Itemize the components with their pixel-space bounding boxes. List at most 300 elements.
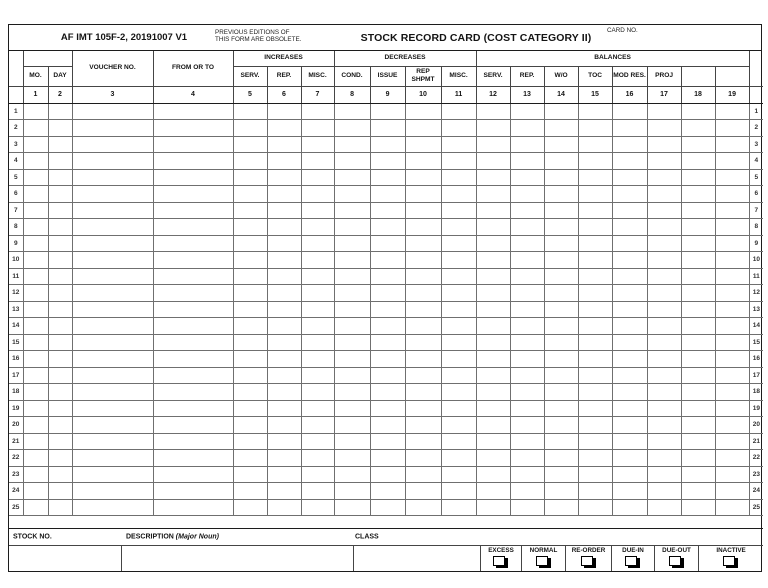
data-cell[interactable] <box>681 285 715 302</box>
data-cell[interactable] <box>267 120 301 137</box>
data-cell[interactable] <box>301 450 334 467</box>
data-cell[interactable] <box>510 318 544 335</box>
data-cell[interactable] <box>476 219 510 236</box>
data-cell[interactable] <box>647 219 681 236</box>
data-cell[interactable] <box>612 384 647 401</box>
data-cell[interactable] <box>578 186 612 203</box>
data-cell[interactable] <box>48 219 72 236</box>
data-cell[interactable] <box>612 136 647 153</box>
data-cell[interactable] <box>578 450 612 467</box>
data-cell[interactable] <box>405 235 441 252</box>
data-cell[interactable] <box>578 483 612 500</box>
data-cell[interactable] <box>612 120 647 137</box>
due-out-checkbox-icon[interactable] <box>669 556 681 566</box>
data-cell[interactable] <box>301 318 334 335</box>
data-cell[interactable] <box>681 169 715 186</box>
data-cell[interactable] <box>153 400 233 417</box>
data-cell[interactable] <box>48 351 72 368</box>
data-cell[interactable] <box>370 417 405 434</box>
data-cell[interactable] <box>441 219 476 236</box>
data-cell[interactable] <box>23 235 48 252</box>
data-cell[interactable] <box>681 351 715 368</box>
data-cell[interactable] <box>681 499 715 516</box>
data-cell[interactable] <box>370 120 405 137</box>
data-cell[interactable] <box>334 351 370 368</box>
data-cell[interactable] <box>715 483 749 500</box>
data-cell[interactable] <box>48 103 72 120</box>
data-cell[interactable] <box>301 417 334 434</box>
data-cell[interactable] <box>405 301 441 318</box>
data-cell[interactable] <box>715 367 749 384</box>
data-cell[interactable] <box>48 285 72 302</box>
data-cell[interactable] <box>578 384 612 401</box>
data-cell[interactable] <box>578 202 612 219</box>
data-cell[interactable] <box>544 186 578 203</box>
data-cell[interactable] <box>48 318 72 335</box>
data-cell[interactable] <box>233 103 267 120</box>
data-cell[interactable] <box>476 433 510 450</box>
data-cell[interactable] <box>301 499 334 516</box>
data-cell[interactable] <box>153 252 233 269</box>
data-cell[interactable] <box>233 483 267 500</box>
data-cell[interactable] <box>370 483 405 500</box>
data-cell[interactable] <box>48 301 72 318</box>
data-cell[interactable] <box>153 103 233 120</box>
data-cell[interactable] <box>647 169 681 186</box>
data-cell[interactable] <box>23 153 48 170</box>
data-cell[interactable] <box>334 153 370 170</box>
data-cell[interactable] <box>441 153 476 170</box>
data-cell[interactable] <box>301 351 334 368</box>
data-cell[interactable] <box>612 433 647 450</box>
data-cell[interactable] <box>233 433 267 450</box>
data-cell[interactable] <box>647 301 681 318</box>
data-cell[interactable] <box>647 153 681 170</box>
data-cell[interactable] <box>544 202 578 219</box>
data-cell[interactable] <box>405 351 441 368</box>
data-cell[interactable] <box>441 351 476 368</box>
data-cell[interactable] <box>544 318 578 335</box>
data-cell[interactable] <box>233 367 267 384</box>
data-cell[interactable] <box>405 136 441 153</box>
data-cell[interactable] <box>441 466 476 483</box>
data-cell[interactable] <box>334 400 370 417</box>
data-cell[interactable] <box>510 301 544 318</box>
data-cell[interactable] <box>544 499 578 516</box>
data-cell[interactable] <box>510 136 544 153</box>
data-cell[interactable] <box>476 120 510 137</box>
data-cell[interactable] <box>405 153 441 170</box>
data-cell[interactable] <box>612 235 647 252</box>
data-cell[interactable] <box>72 235 153 252</box>
data-cell[interactable] <box>334 334 370 351</box>
data-cell[interactable] <box>476 334 510 351</box>
data-cell[interactable] <box>681 252 715 269</box>
data-cell[interactable] <box>544 384 578 401</box>
data-cell[interactable] <box>301 120 334 137</box>
data-cell[interactable] <box>681 301 715 318</box>
data-cell[interactable] <box>441 301 476 318</box>
data-cell[interactable] <box>72 285 153 302</box>
data-cell[interactable] <box>23 367 48 384</box>
data-cell[interactable] <box>441 103 476 120</box>
data-cell[interactable] <box>476 235 510 252</box>
data-cell[interactable] <box>72 367 153 384</box>
data-cell[interactable] <box>544 268 578 285</box>
data-cell[interactable] <box>647 384 681 401</box>
data-cell[interactable] <box>510 169 544 186</box>
data-cell[interactable] <box>441 318 476 335</box>
data-cell[interactable] <box>647 499 681 516</box>
data-cell[interactable] <box>544 450 578 467</box>
data-cell[interactable] <box>715 120 749 137</box>
data-cell[interactable] <box>267 136 301 153</box>
data-cell[interactable] <box>233 450 267 467</box>
data-cell[interactable] <box>72 384 153 401</box>
data-cell[interactable] <box>267 268 301 285</box>
data-cell[interactable] <box>681 186 715 203</box>
data-cell[interactable] <box>647 400 681 417</box>
data-cell[interactable] <box>510 400 544 417</box>
data-cell[interactable] <box>233 351 267 368</box>
data-cell[interactable] <box>48 384 72 401</box>
data-cell[interactable] <box>334 318 370 335</box>
data-cell[interactable] <box>544 136 578 153</box>
data-cell[interactable] <box>715 433 749 450</box>
data-cell[interactable] <box>544 483 578 500</box>
data-cell[interactable] <box>301 202 334 219</box>
data-cell[interactable] <box>578 219 612 236</box>
data-cell[interactable] <box>612 466 647 483</box>
data-cell[interactable] <box>441 367 476 384</box>
data-cell[interactable] <box>510 499 544 516</box>
data-cell[interactable] <box>370 153 405 170</box>
data-cell[interactable] <box>23 285 48 302</box>
data-cell[interactable] <box>153 285 233 302</box>
data-cell[interactable] <box>612 450 647 467</box>
data-cell[interactable] <box>233 400 267 417</box>
data-cell[interactable] <box>578 466 612 483</box>
data-cell[interactable] <box>441 417 476 434</box>
data-cell[interactable] <box>23 400 48 417</box>
data-cell[interactable] <box>334 136 370 153</box>
status-excess[interactable] <box>481 546 522 571</box>
data-cell[interactable] <box>544 285 578 302</box>
data-cell[interactable] <box>476 384 510 401</box>
data-cell[interactable] <box>510 334 544 351</box>
data-cell[interactable] <box>405 384 441 401</box>
data-cell[interactable] <box>647 483 681 500</box>
data-cell[interactable] <box>510 235 544 252</box>
data-cell[interactable] <box>715 450 749 467</box>
data-cell[interactable] <box>23 384 48 401</box>
data-cell[interactable] <box>612 219 647 236</box>
data-cell[interactable] <box>301 367 334 384</box>
data-cell[interactable] <box>612 169 647 186</box>
data-cell[interactable] <box>544 153 578 170</box>
data-cell[interactable] <box>647 235 681 252</box>
data-cell[interactable] <box>441 334 476 351</box>
data-cell[interactable] <box>476 103 510 120</box>
data-cell[interactable] <box>544 252 578 269</box>
data-cell[interactable] <box>48 153 72 170</box>
data-cell[interactable] <box>578 103 612 120</box>
data-cell[interactable] <box>267 219 301 236</box>
data-cell[interactable] <box>476 285 510 302</box>
status-due-out[interactable] <box>655 546 699 571</box>
data-cell[interactable] <box>334 186 370 203</box>
data-cell[interactable] <box>334 483 370 500</box>
data-cell[interactable] <box>267 285 301 302</box>
data-cell[interactable] <box>647 466 681 483</box>
data-cell[interactable] <box>370 351 405 368</box>
data-cell[interactable] <box>544 367 578 384</box>
data-cell[interactable] <box>715 153 749 170</box>
data-cell[interactable] <box>23 499 48 516</box>
data-cell[interactable] <box>334 252 370 269</box>
data-cell[interactable] <box>334 466 370 483</box>
data-cell[interactable] <box>441 433 476 450</box>
data-cell[interactable] <box>370 186 405 203</box>
data-cell[interactable] <box>681 417 715 434</box>
data-cell[interactable] <box>153 136 233 153</box>
data-cell[interactable] <box>72 499 153 516</box>
data-cell[interactable] <box>578 400 612 417</box>
data-cell[interactable] <box>48 169 72 186</box>
data-cell[interactable] <box>510 483 544 500</box>
data-cell[interactable] <box>267 252 301 269</box>
data-cell[interactable] <box>334 169 370 186</box>
data-cell[interactable] <box>510 433 544 450</box>
data-cell[interactable] <box>370 334 405 351</box>
data-cell[interactable] <box>334 219 370 236</box>
data-cell[interactable] <box>578 433 612 450</box>
data-cell[interactable] <box>647 268 681 285</box>
data-cell[interactable] <box>715 499 749 516</box>
data-cell[interactable] <box>23 219 48 236</box>
data-cell[interactable] <box>715 417 749 434</box>
data-cell[interactable] <box>578 499 612 516</box>
data-cell[interactable] <box>510 466 544 483</box>
data-cell[interactable] <box>48 499 72 516</box>
data-cell[interactable] <box>405 466 441 483</box>
data-cell[interactable] <box>681 433 715 450</box>
data-cell[interactable] <box>23 252 48 269</box>
data-cell[interactable] <box>441 120 476 137</box>
data-cell[interactable] <box>301 268 334 285</box>
data-cell[interactable] <box>715 384 749 401</box>
data-cell[interactable] <box>267 202 301 219</box>
data-cell[interactable] <box>405 417 441 434</box>
data-cell[interactable] <box>267 417 301 434</box>
status-reorder[interactable] <box>566 546 612 571</box>
data-cell[interactable] <box>301 466 334 483</box>
data-cell[interactable] <box>48 186 72 203</box>
data-cell[interactable] <box>441 169 476 186</box>
data-cell[interactable] <box>510 252 544 269</box>
data-cell[interactable] <box>578 268 612 285</box>
data-cell[interactable] <box>233 252 267 269</box>
data-cell[interactable] <box>23 318 48 335</box>
data-cell[interactable] <box>301 235 334 252</box>
data-cell[interactable] <box>578 334 612 351</box>
data-cell[interactable] <box>267 318 301 335</box>
data-cell[interactable] <box>23 483 48 500</box>
data-cell[interactable] <box>476 417 510 434</box>
data-cell[interactable] <box>476 450 510 467</box>
data-cell[interactable] <box>647 351 681 368</box>
data-cell[interactable] <box>441 450 476 467</box>
data-cell[interactable] <box>405 120 441 137</box>
data-cell[interactable] <box>578 301 612 318</box>
data-cell[interactable] <box>612 103 647 120</box>
description-input[interactable] <box>122 546 354 571</box>
data-cell[interactable] <box>544 219 578 236</box>
data-cell[interactable] <box>578 351 612 368</box>
data-cell[interactable] <box>23 169 48 186</box>
data-cell[interactable] <box>578 235 612 252</box>
data-cell[interactable] <box>72 136 153 153</box>
data-cell[interactable] <box>612 318 647 335</box>
data-cell[interactable] <box>405 285 441 302</box>
data-cell[interactable] <box>48 367 72 384</box>
data-cell[interactable] <box>153 483 233 500</box>
data-cell[interactable] <box>405 318 441 335</box>
data-cell[interactable] <box>476 136 510 153</box>
data-cell[interactable] <box>301 252 334 269</box>
data-cell[interactable] <box>72 334 153 351</box>
data-cell[interactable] <box>267 153 301 170</box>
data-cell[interactable] <box>48 483 72 500</box>
data-cell[interactable] <box>23 301 48 318</box>
data-cell[interactable] <box>476 483 510 500</box>
data-cell[interactable] <box>72 351 153 368</box>
data-cell[interactable] <box>334 235 370 252</box>
data-cell[interactable] <box>578 318 612 335</box>
data-cell[interactable] <box>405 433 441 450</box>
data-cell[interactable] <box>48 120 72 137</box>
data-cell[interactable] <box>715 268 749 285</box>
data-cell[interactable] <box>233 268 267 285</box>
data-cell[interactable] <box>370 367 405 384</box>
data-cell[interactable] <box>370 219 405 236</box>
data-cell[interactable] <box>647 367 681 384</box>
data-cell[interactable] <box>48 268 72 285</box>
data-cell[interactable] <box>370 268 405 285</box>
data-cell[interactable] <box>301 301 334 318</box>
data-cell[interactable] <box>544 400 578 417</box>
data-cell[interactable] <box>267 169 301 186</box>
data-cell[interactable] <box>612 334 647 351</box>
data-cell[interactable] <box>72 400 153 417</box>
data-cell[interactable] <box>233 466 267 483</box>
data-cell[interactable] <box>233 417 267 434</box>
data-cell[interactable] <box>441 400 476 417</box>
normal-checkbox-icon[interactable] <box>536 556 548 566</box>
data-cell[interactable] <box>23 103 48 120</box>
data-cell[interactable] <box>153 433 233 450</box>
data-cell[interactable] <box>370 235 405 252</box>
data-cell[interactable] <box>647 417 681 434</box>
data-cell[interactable] <box>267 450 301 467</box>
data-cell[interactable] <box>681 400 715 417</box>
data-cell[interactable] <box>612 285 647 302</box>
data-cell[interactable] <box>72 268 153 285</box>
data-cell[interactable] <box>153 367 233 384</box>
data-cell[interactable] <box>370 433 405 450</box>
data-cell[interactable] <box>48 400 72 417</box>
data-cell[interactable] <box>405 334 441 351</box>
data-cell[interactable] <box>647 103 681 120</box>
data-cell[interactable] <box>681 466 715 483</box>
data-cell[interactable] <box>441 268 476 285</box>
data-cell[interactable] <box>233 235 267 252</box>
data-cell[interactable] <box>153 153 233 170</box>
data-cell[interactable] <box>72 202 153 219</box>
data-cell[interactable] <box>301 334 334 351</box>
data-cell[interactable] <box>153 450 233 467</box>
data-cell[interactable] <box>48 252 72 269</box>
data-cell[interactable] <box>267 499 301 516</box>
data-cell[interactable] <box>267 351 301 368</box>
data-cell[interactable] <box>510 120 544 137</box>
data-cell[interactable] <box>405 186 441 203</box>
data-cell[interactable] <box>153 351 233 368</box>
data-cell[interactable] <box>681 120 715 137</box>
data-cell[interactable] <box>476 301 510 318</box>
data-cell[interactable] <box>476 202 510 219</box>
data-cell[interactable] <box>48 202 72 219</box>
data-cell[interactable] <box>715 318 749 335</box>
data-cell[interactable] <box>476 153 510 170</box>
data-cell[interactable] <box>544 334 578 351</box>
inactive-checkbox-icon[interactable] <box>723 556 735 566</box>
data-cell[interactable] <box>233 285 267 302</box>
data-cell[interactable] <box>441 384 476 401</box>
data-cell[interactable] <box>510 351 544 368</box>
data-cell[interactable] <box>544 433 578 450</box>
data-cell[interactable] <box>544 417 578 434</box>
data-cell[interactable] <box>715 252 749 269</box>
data-cell[interactable] <box>301 136 334 153</box>
due-in-checkbox-icon[interactable] <box>625 556 637 566</box>
data-cell[interactable] <box>715 169 749 186</box>
data-cell[interactable] <box>544 351 578 368</box>
data-cell[interactable] <box>612 499 647 516</box>
data-cell[interactable] <box>48 334 72 351</box>
data-cell[interactable] <box>578 252 612 269</box>
data-cell[interactable] <box>715 103 749 120</box>
data-cell[interactable] <box>476 252 510 269</box>
data-cell[interactable] <box>267 466 301 483</box>
data-cell[interactable] <box>23 202 48 219</box>
data-cell[interactable] <box>715 186 749 203</box>
data-cell[interactable] <box>233 318 267 335</box>
data-cell[interactable] <box>72 252 153 269</box>
data-cell[interactable] <box>72 433 153 450</box>
data-cell[interactable] <box>370 285 405 302</box>
excess-checkbox-icon[interactable] <box>493 556 505 566</box>
data-cell[interactable] <box>153 384 233 401</box>
data-cell[interactable] <box>681 268 715 285</box>
data-cell[interactable] <box>715 301 749 318</box>
data-cell[interactable] <box>681 153 715 170</box>
data-cell[interactable] <box>23 334 48 351</box>
data-cell[interactable] <box>153 186 233 203</box>
data-cell[interactable] <box>441 202 476 219</box>
stock-no-input[interactable] <box>9 546 122 571</box>
data-cell[interactable] <box>681 318 715 335</box>
